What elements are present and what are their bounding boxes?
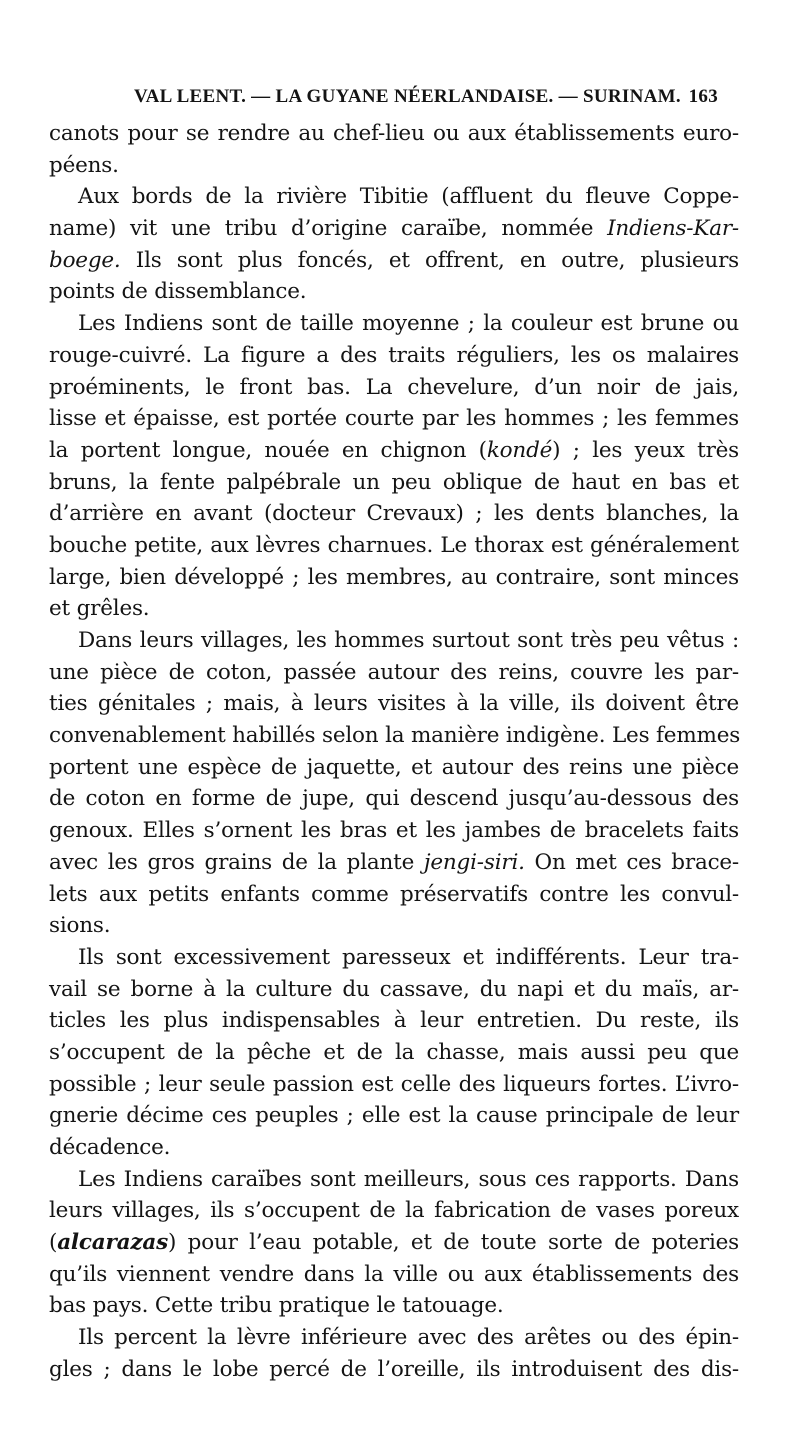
text-segment: bruns, la fente palpébrale un peu oblique de haut en bas et (49, 469, 739, 495)
text-segment: portent une espèce de jaquette, et autour des reins une pièce (49, 754, 739, 780)
text-line (49, 150, 739, 182)
text-segment: Aux bords de la rivière Tibitie (affluent du fleuve Coppe- (78, 184, 739, 210)
text-segment: canots pour se rendre au chef-lieu ou aux établissements euro- (49, 121, 739, 146)
text-segment: gnerie décime ces peuples ; elle est la cause principale de leur (49, 1103, 739, 1129)
text-segment: vail se borne à la culture du cassave, du napi et du maïs, ar- (49, 976, 739, 1002)
text-segment: jengi-siri. (423, 849, 525, 875)
text-segment: genoux. Elles s’ornent les bras et les jambes de bracelets faits (49, 818, 739, 844)
text-line (49, 942, 739, 974)
text-line (49, 245, 739, 277)
text-segment: rouge-cuivré. La figure a des traits réguliers, les os malaires (49, 342, 739, 368)
text-line (49, 213, 739, 245)
text-line (49, 372, 739, 404)
text-line (49, 688, 739, 720)
text-line (49, 562, 739, 594)
text-line (49, 879, 739, 911)
text-segment: Les Indiens sont de taille moyenne ; la couleur est brune ou (78, 311, 739, 337)
text-segment: gles ; dans le lobe percé de l’oreille, ils introduisent des dis- (49, 1356, 739, 1382)
text-line (49, 1164, 739, 1196)
text-line (49, 276, 739, 308)
text-line (49, 783, 739, 815)
text-segment: ) ; les yeux très (552, 437, 740, 463)
text-segment: bouche petite, aux lèvres charnues. Le thorax est généralement (49, 532, 739, 558)
text-segment: Dans leurs villages, les hommes surtout sont très peu vêtus : (78, 628, 739, 653)
text-line (49, 1290, 739, 1322)
text-line (49, 910, 739, 942)
text-line (49, 1195, 739, 1227)
text-segment: points de dissemblance. (49, 279, 307, 305)
text-line (49, 1354, 739, 1386)
text-segment: la portent longue, nouée en chignon ( (49, 437, 487, 463)
text-line (49, 657, 739, 689)
text-line (49, 498, 739, 530)
text-segment: lets aux petits enfants comme préservatifs contre les convul- (49, 881, 739, 907)
body-text (49, 118, 739, 1386)
text-line (49, 1069, 739, 1101)
text-line (49, 1100, 739, 1132)
text-segment: possible ; leur seule passion est celle des liqueurs fortes. L’ivro- (49, 1071, 739, 1097)
text-line (49, 467, 739, 499)
text-segment: bas pays. Cette tribu pratique le tatouage. (49, 1293, 504, 1319)
text-line (49, 1037, 739, 1069)
text-segment: Les Indiens caraïbes sont meilleurs, sous ces rapports. Dans (78, 1166, 739, 1192)
running-title: VAL LEENT. — LA GUYANE NÉERLANDAISE. — SURINAM. (134, 86, 681, 107)
text-segment: convenablement habillés selon la manière indigène. Les femmes (49, 723, 741, 749)
text-line (49, 752, 739, 784)
text-line (49, 1259, 739, 1291)
text-segment: péens. (49, 152, 119, 178)
text-segment: s’occupent de la pêche et de la chasse, mais aussi peu que (49, 1039, 739, 1065)
text-line (49, 118, 739, 150)
text-segment: ) pour l’eau potable, et de toute sorte de poteries (168, 1230, 739, 1256)
text-line (49, 625, 739, 657)
page-number: 163 (688, 86, 718, 107)
text-segment: On met ces brace- (524, 849, 739, 875)
text-line (49, 847, 739, 879)
text-segment: Ils sont plus foncés, et offrent, en outre, plusieurs (120, 247, 739, 273)
text-line (49, 974, 739, 1006)
text-segment: de coton en forme de jupe, qui descend jusqu’au-dessous des (49, 786, 739, 812)
text-line (49, 1005, 739, 1037)
text-segment: lisse et épaisse, est portée courte par les hommes ; les femmes (49, 406, 739, 432)
text-line (49, 1322, 739, 1354)
text-line (49, 435, 739, 467)
running-head (118, 82, 718, 112)
text-line (49, 1132, 739, 1164)
text-segment: ( (49, 1230, 58, 1256)
text-segment: avec les gros grains de la plante (49, 849, 424, 875)
text-segment: proéminents, le front bas. La chevelure, d’un noir de jais, (49, 374, 739, 400)
text-segment: alcarazas (57, 1230, 169, 1256)
text-segment: Ils sont excessivement paresseux et indifférents. Leur tra- (78, 944, 739, 970)
text-line (49, 308, 739, 340)
text-segment: décadence. (49, 1135, 171, 1160)
text-segment: Ils percent la lèvre inférieure avec des arêtes ou des épin- (78, 1325, 739, 1351)
text-line (49, 1227, 739, 1259)
text-segment: sions. (49, 913, 111, 939)
text-line (49, 181, 739, 213)
text-line (49, 593, 739, 625)
text-segment: kondé (486, 437, 553, 463)
text-segment: qu’ils viennent vendre dans la ville ou aux établissements des (49, 1261, 739, 1287)
text-segment: ties génitales ; mais, à leurs visites à la ville, ils doivent être (49, 691, 739, 717)
text-segment: ticles les plus indispensables à leur entretien. Du reste, ils (49, 1008, 739, 1034)
text-segment: large, bien développé ; les membres, au contraire, sont minces (49, 564, 739, 590)
text-segment: leurs villages, ils s’occupent de la fabrication de vases poreux (49, 1198, 739, 1224)
text-segment: Indiens-Kar- (607, 216, 739, 242)
text-line (49, 340, 739, 372)
text-line (49, 815, 739, 847)
text-segment: name) vit une tribu d’origine caraïbe, nommée (49, 216, 608, 242)
text-segment: boege. (49, 247, 121, 273)
text-line (49, 720, 739, 752)
text-line (49, 530, 739, 562)
text-segment: d’arrière en avant (docteur Crevaux) ; les dents blanches, la (49, 501, 739, 527)
text-segment: une pièce de coton, passée autour des reins, couvre les par- (49, 659, 739, 685)
text-line (49, 403, 739, 435)
text-segment: et grêles. (49, 596, 150, 622)
